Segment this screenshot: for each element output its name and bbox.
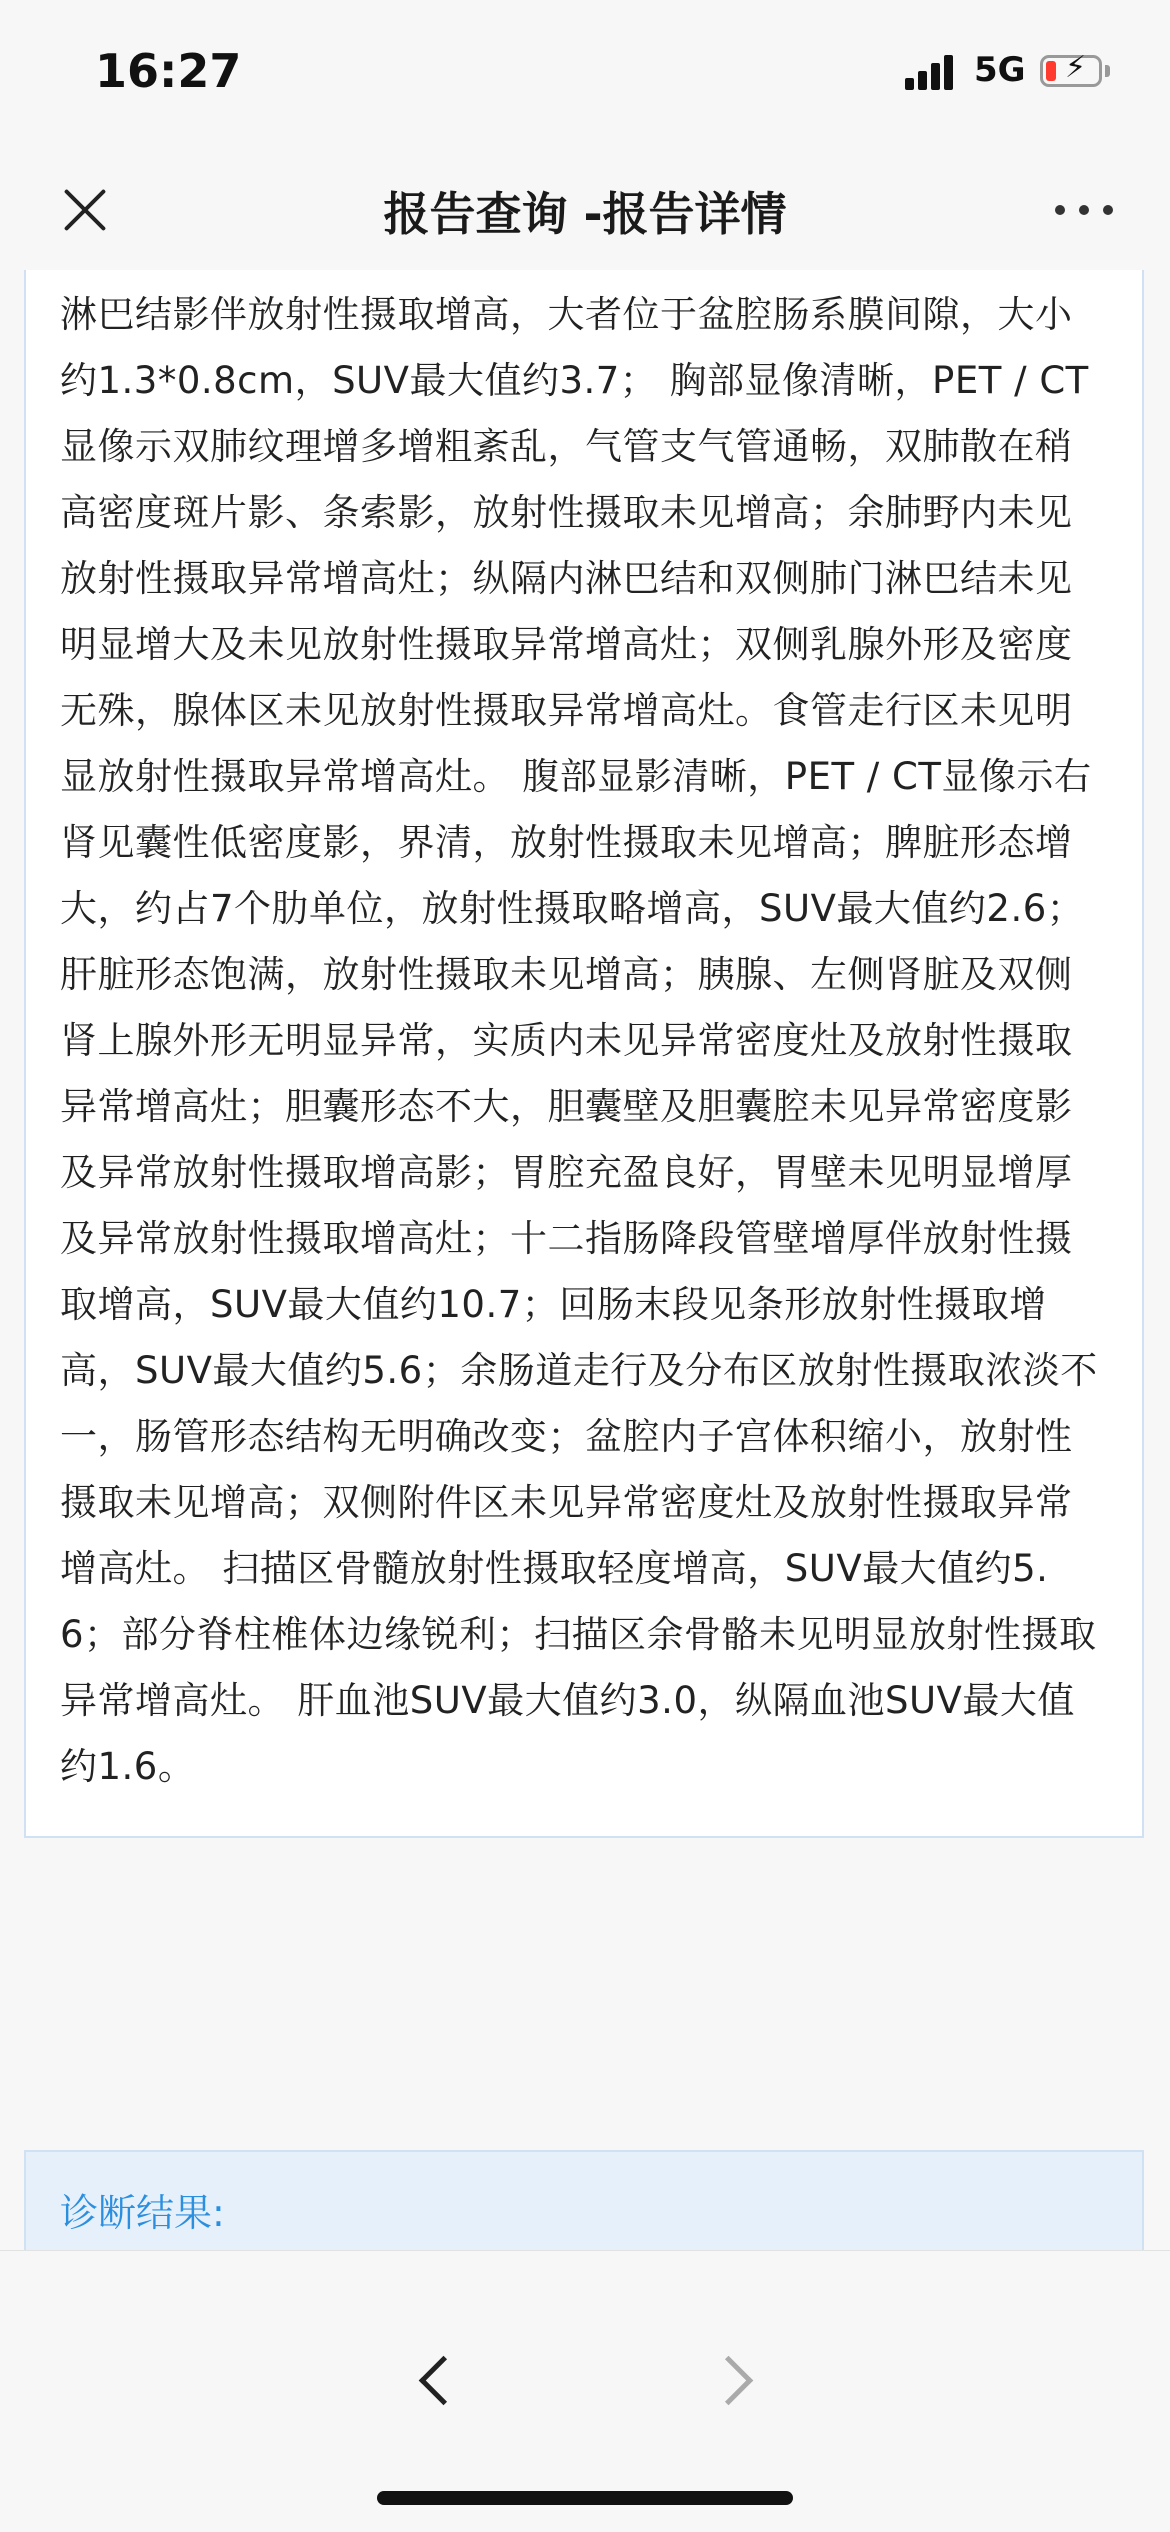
battery-nub <box>1105 65 1110 77</box>
bottom-toolbar <box>0 2250 1170 2532</box>
report-findings-box <box>24 270 1144 1838</box>
chevron-left-icon[interactable] <box>408 2351 468 2411</box>
nav-bar <box>0 150 1170 270</box>
more-icon[interactable] <box>1055 195 1115 225</box>
home-indicator <box>377 2491 793 2505</box>
battery-icon: ⚡ <box>1040 55 1102 87</box>
report-findings-text: 淋巴结影伴放射性摄取增高，大者位于盆腔肠系膜间隙，大小约1.3*0.8cm，SUV最大值约3.7； 胸部显像清晰，PET / CT显像示双肺纹理增多增粗紊乱，气管支气管通畅，双肺散在稍高密度斑片影、条索影，放射性摄取未见增高；余肺野内未见放射性摄取异常增高灶；纵隔内淋巴结和双侧肺门淋巴结未见明显增大及未见放射性摄取异常增高灶；双侧乳腺外形及密度无殊，腺体区未见放射性摄取异常增高灶。食管走行区未见明显放射性摄取异常增高灶。 腹部显影清晰，PET / CT显像示右肾见囊性低密度影，界清，放射性摄取未见增高；脾脏形态增大，约占7个肋单位，放射性摄取略增高，SUV最大值约2.6；肝脏形态饱满，放射性摄取未见增高；胰腺、左侧肾脏及双侧肾上腺外形无明显异常，实质内未见异常密度灶及放射性摄取异常增高灶；胆囊形态不大，胆囊壁及胆囊腔未见异常密度影及异常放射性摄取增高影；胃腔充盈良好，胃壁未见明显增厚及异常放射性摄取增高灶；十二指肠降段管壁增厚伴放射性摄取增高，SUV最大值约10.7；回肠末段见条形放射性摄取增高，SUV最大值约5.6；余肠道走行及分布区放射性摄取浓淡不一，肠管形态结构无明确改变；盆腔内子宫体积缩小，放射性摄取未见增高；双侧附件区未见异常密度灶及放射性摄取异常增高灶。 扫描区骨髓放射性摄取轻度增高，SUV最大值约5.6；部分脊柱椎体边缘锐利；扫描区余骨骼未见明显放射性摄取异常增高灶。 肝血池SUV最大值约3.0，纵隔血池SUV最大值约1.6。 <box>60 293 1098 1788</box>
report-content[interactable] <box>0 270 1170 2250</box>
signal-icon <box>905 54 957 90</box>
diagnosis-section-header <box>24 2150 1144 2250</box>
diagnosis-label: 诊断结果: <box>60 2191 225 2235</box>
status-time: 16:27 <box>95 44 242 98</box>
network-label: 5G <box>974 50 1026 90</box>
chevron-right-icon[interactable] <box>706 2351 766 2411</box>
page-title: 报告查询 -报告详情 <box>383 187 787 241</box>
status-bar <box>0 0 1170 150</box>
